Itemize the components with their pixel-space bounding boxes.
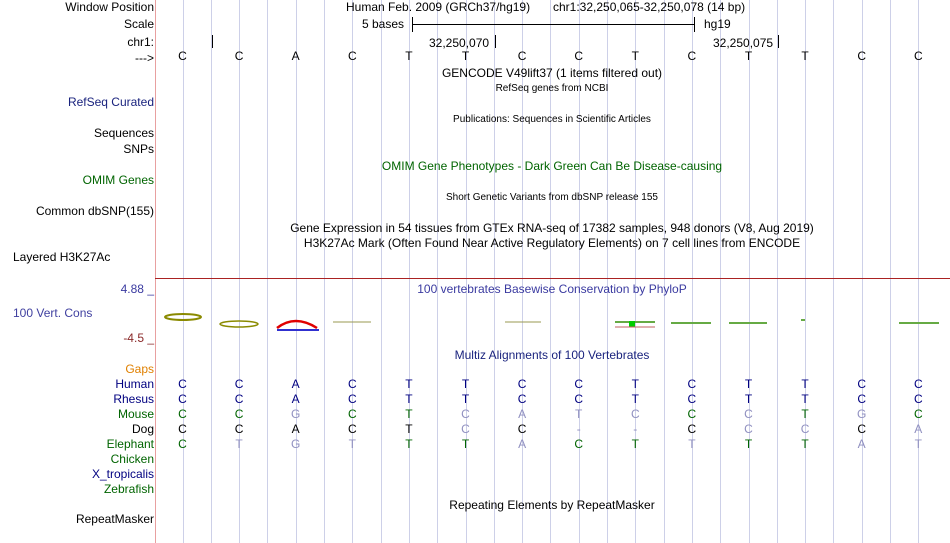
snps-label[interactable]: SNPs — [123, 142, 154, 156]
ruler-base-7: C — [517, 49, 527, 63]
sequences-label[interactable]: Sequences — [93, 126, 154, 140]
dog-base-8: - — [576, 422, 581, 436]
window-position-label: Window Position — [65, 0, 154, 14]
mouse-base-4: C — [347, 407, 357, 421]
grid-line — [267, 0, 268, 543]
ruler-base-8: C — [574, 49, 584, 63]
conservation-graph — [155, 300, 950, 340]
human-base-2: C — [234, 377, 244, 391]
human-base-8: C — [574, 377, 584, 391]
grid-line — [720, 0, 721, 543]
ruler-tick-1 — [212, 35, 213, 48]
grid-line — [239, 0, 240, 543]
ruler-base-2: C — [234, 49, 244, 63]
dog-base-4: C — [347, 422, 357, 436]
elephant-base-3: G — [291, 437, 301, 451]
grid-line — [409, 0, 410, 543]
grid-line — [381, 0, 382, 543]
human-base-9: T — [631, 377, 639, 391]
rhesus-base-4: C — [347, 392, 357, 406]
layered-h3k27ac-label[interactable]: Layered H3K27Ac — [13, 250, 111, 264]
rhesus-base-9: T — [631, 392, 639, 406]
grid-line — [211, 0, 212, 543]
rhesus-base-14: C — [913, 392, 923, 406]
dog-base-6: C — [461, 422, 470, 436]
grid-line — [635, 0, 636, 543]
multiz-track-title[interactable]: Multiz Alignments of 100 Vertebrates — [454, 348, 650, 362]
human-base-5: T — [405, 377, 413, 391]
mouse-base-2: C — [234, 407, 244, 421]
cons-mark-3 — [277, 321, 317, 328]
grid-line — [862, 0, 863, 543]
gtex-track-title[interactable]: Gene Expression in 54 tissues from GTEx RNA-seq of 17382 samples, 948 donors (V8, Aug 2019) — [290, 221, 814, 235]
rhesus-base-13: C — [857, 392, 867, 406]
mouse-base-10: C — [687, 407, 697, 421]
elephant-base-4: T — [348, 437, 356, 451]
repeatmasker-label[interactable]: RepeatMasker — [75, 512, 154, 526]
elephant-label[interactable]: Elephant — [106, 437, 154, 451]
rhesus-base-8: C — [574, 392, 584, 406]
ruler-base-14: C — [913, 49, 923, 63]
mouse-base-9: C — [630, 407, 640, 421]
mouse-base-3: G — [291, 407, 301, 421]
ruler-base-4: C — [347, 49, 357, 63]
rhesus-base-11: T — [744, 392, 753, 406]
mouse-base-5: T — [405, 407, 413, 421]
rhesus-base-6: T — [461, 392, 470, 406]
scale-bar-left-tick — [412, 17, 413, 32]
refseq-track-title[interactable]: RefSeq genes from NCBI — [495, 83, 609, 94]
ruler-base-1: C — [178, 49, 187, 63]
grid-line — [352, 0, 353, 543]
scale-bases-text: 5 bases — [362, 17, 405, 31]
rhesus-base-10: C — [687, 392, 697, 406]
mouse-base-8: T — [575, 407, 583, 421]
h3k27ac-track-title[interactable]: H3K27Ac Mark (Often Found Near Active Regulatory Elements) on 7 cell lines from ENCODE — [303, 236, 801, 250]
scale-bar-right-tick — [694, 17, 695, 32]
mouse-label[interactable]: Mouse — [117, 407, 154, 421]
human-base-3: A — [291, 377, 300, 391]
grid-line — [664, 0, 665, 543]
rhesus-base-1: C — [178, 392, 187, 406]
mouse-base-6: C — [461, 407, 470, 421]
ruler-base-9: T — [631, 49, 639, 63]
ruler-base-6: T — [461, 49, 470, 63]
grid-line — [437, 0, 438, 543]
publications-track-title[interactable]: Publications: Sequences in Scientific Articles — [453, 114, 651, 125]
dog-base-7: C — [517, 422, 527, 436]
elephant-base-8: C — [574, 437, 584, 451]
ruler-base-5: T — [405, 49, 413, 63]
human-base-6: T — [461, 377, 470, 391]
dog-base-1: C — [178, 422, 187, 436]
elephant-base-14: T — [914, 437, 922, 451]
dog-base-5: T — [405, 422, 413, 436]
chrom-label: chr1: — [127, 35, 154, 49]
elephant-base-12: T — [801, 437, 809, 451]
mouse-base-7: A — [518, 407, 527, 421]
human-base-14: C — [913, 377, 923, 391]
ruler-base-13: C — [857, 49, 867, 63]
human-base-11: T — [744, 377, 753, 391]
track-divider — [155, 278, 950, 279]
cons-mark-1 — [165, 314, 201, 320]
grid-line — [918, 0, 919, 543]
gaps-label[interactable]: Gaps — [125, 362, 154, 376]
cons-mark-6-peak — [629, 321, 635, 327]
grid-line — [324, 0, 325, 543]
ruler-base-10: C — [687, 49, 697, 63]
grid-line — [692, 0, 693, 543]
coord-32250070: 32,250,070 — [429, 36, 490, 50]
mouse-base-11: C — [744, 407, 753, 421]
phylop-track-title[interactable]: 100 vertebrates Basewise Conservation by PhyloP — [417, 282, 687, 296]
rhesus-base-7: C — [517, 392, 527, 406]
grid-line — [890, 0, 891, 543]
dog-base-14: A — [914, 422, 923, 436]
ruler-base-12: T — [801, 49, 809, 63]
human-base-13: C — [857, 377, 867, 391]
scale-db-text: hg19 — [704, 17, 731, 31]
mouse-base-12: T — [801, 407, 809, 421]
elephant-base-2: T — [235, 437, 243, 451]
rhesus-base-2: C — [234, 392, 244, 406]
dog-base-9: - — [633, 422, 638, 436]
ruler-base-3: A — [291, 49, 300, 63]
rhesus-base-5: T — [405, 392, 413, 406]
elephant-base-5: T — [405, 437, 413, 451]
elephant-base-7: A — [518, 437, 527, 451]
cons-mark-2 — [220, 321, 258, 327]
grid-line — [833, 0, 834, 543]
dog-base-10: C — [687, 422, 697, 436]
mouse-base-14: C — [913, 407, 923, 421]
scale-bar — [412, 24, 694, 25]
rhesus-base-12: T — [801, 392, 809, 406]
dog-base-13: C — [857, 422, 867, 436]
mouse-base-1: C — [178, 407, 187, 421]
repeatmasker-track-title[interactable]: Repeating Elements by RepeatMasker — [449, 498, 655, 512]
elephant-base-6: T — [461, 437, 470, 451]
elephant-base-9: T — [631, 437, 639, 451]
dog-base-12: C — [800, 422, 810, 436]
scale-label: Scale — [123, 17, 154, 31]
elephant-base-1: C — [178, 437, 187, 451]
zebrafish-label[interactable]: Zebrafish — [103, 482, 154, 496]
dog-base-3: A — [291, 422, 300, 436]
rhesus-base-3: A — [291, 392, 300, 406]
omim-track-title[interactable]: OMIM Gene Phenotypes - Dark Green Can Be Disease-causing — [381, 159, 723, 173]
grid-line — [466, 0, 467, 543]
assembly-text: Human Feb. 2009 (GRCh37/hg19) — [346, 0, 531, 14]
dbsnp-track-title[interactable]: Short Genetic Variants from dbSNP release 155 — [446, 192, 658, 203]
elephant-base-11: T — [744, 437, 753, 451]
dog-label[interactable]: Dog — [131, 422, 154, 436]
elephant-base-13: A — [857, 437, 866, 451]
human-base-12: T — [801, 377, 809, 391]
common-dbsnp-label[interactable]: Common dbSNP(155) — [35, 204, 154, 218]
ruler-tick-3 — [778, 35, 779, 48]
cons-max-label: 4.88 _ — [120, 282, 154, 296]
human-label[interactable]: Human — [115, 377, 154, 391]
grid-line — [805, 0, 806, 543]
cons-min-label: -4.5 _ — [123, 331, 154, 345]
elephant-base-10: T — [688, 437, 696, 451]
coord-32250075: 32,250,075 — [713, 36, 774, 50]
ruler-tick-2 — [495, 35, 496, 48]
ruler-base-11: T — [744, 49, 753, 63]
gencode-track-title[interactable]: GENCODE V49lift37 (1 items filtered out) — [441, 66, 663, 80]
grid-line — [183, 0, 184, 543]
chicken-label[interactable]: Chicken — [110, 452, 154, 466]
rhesus-label[interactable]: Rhesus — [113, 392, 154, 406]
human-base-7: C — [517, 377, 527, 391]
grid-line — [749, 0, 750, 543]
human-base-4: C — [347, 377, 357, 391]
strand-arrow-label: ---> — [135, 51, 154, 65]
x-tropicalis-label[interactable]: X_tropicalis — [91, 467, 154, 481]
dog-base-11: C — [744, 422, 753, 436]
label-separator — [155, 0, 156, 543]
refseq-curated-label[interactable]: RefSeq Curated — [67, 95, 154, 109]
omim-genes-label[interactable]: OMIM Genes — [82, 173, 154, 187]
vert-cons-label[interactable]: 100 Vert. Cons — [13, 306, 93, 320]
human-base-1: C — [178, 377, 187, 391]
human-base-10: C — [687, 377, 697, 391]
grid-line — [777, 0, 778, 543]
mouse-base-13: G — [857, 407, 867, 421]
grid-line — [296, 0, 297, 543]
position-text: chr1:32,250,065-32,250,078 (14 bp) — [553, 0, 746, 14]
dog-base-2: C — [234, 422, 244, 436]
